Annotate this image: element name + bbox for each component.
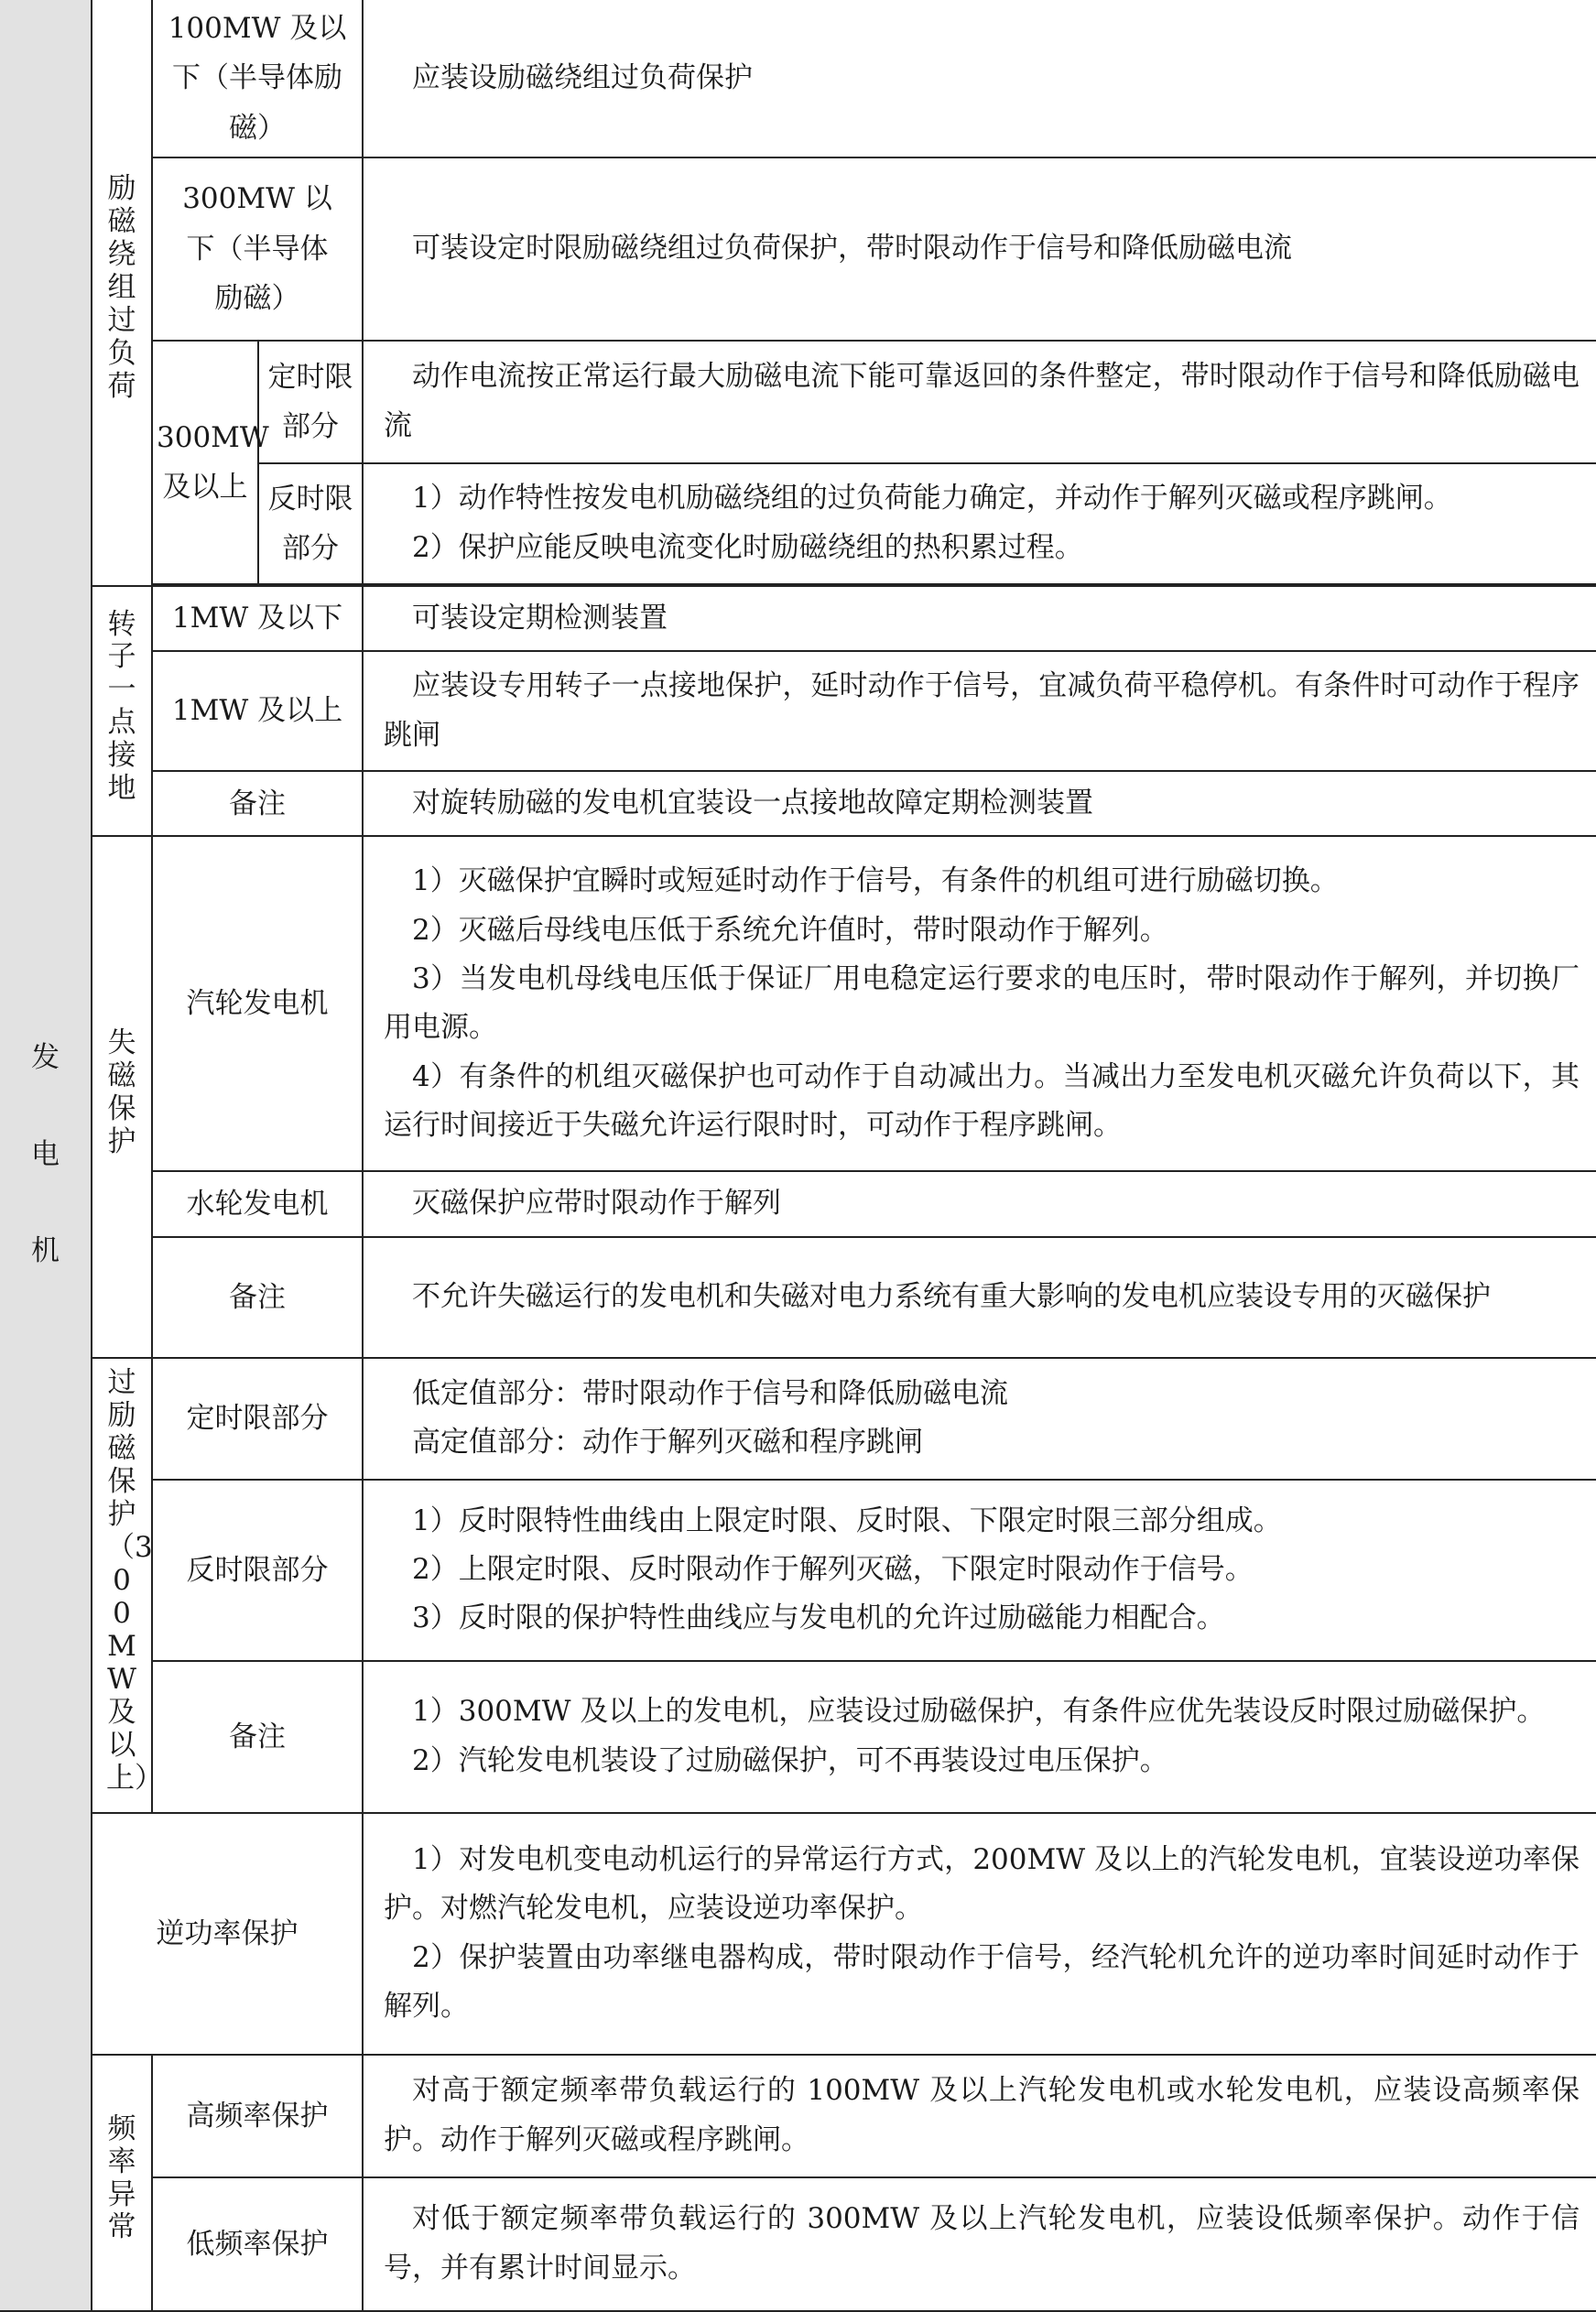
row-loss-note — [0, 1237, 1596, 1358]
desc-100mw-below: 应装设励磁绕组过负荷保护 — [363, 0, 1596, 157]
label-low-frequency: 低频率保护 — [152, 2177, 363, 2311]
category-ex-overload: 励磁绕组过负荷 — [92, 0, 152, 586]
row-freq-low — [0, 2177, 1596, 2311]
device-cell — [0, 0, 92, 2311]
list-item: 2）保护装置由功率继电器构成，带时限动作于信号，经汽轮机允许的逆功率时间延时动作于解列。 — [384, 1940, 1580, 2023]
list-item: 2）汽轮发电机装设了过励磁保护，可不再装设过电压保护。 — [412, 1743, 1168, 1777]
list-item: 1）反时限特性曲线由上限定时限、反时限、下限定时限三部分组成。 — [412, 1503, 1282, 1537]
desc-turbo-generator — [363, 836, 1596, 1171]
label-hydro-generator: 水轮发电机 — [152, 1171, 363, 1236]
desc-inverse-part — [363, 463, 1596, 584]
label-loss-note: 备注 — [152, 1237, 363, 1358]
label-overex-note: 备注 — [152, 1661, 363, 1813]
row-ex-overload-definite — [0, 341, 1596, 463]
list-item: 高定值部分：动作于解列灭磁和程序跳闸 — [412, 1426, 924, 1460]
list-item: 2）上限定时限、反时限动作于解列灭磁，下限定时限动作于信号。 — [412, 1553, 1254, 1587]
label-overex-definite: 定时限部分 — [152, 1358, 363, 1480]
label-definite-part: 定时限部分 — [258, 341, 363, 463]
desc-overex-inverse — [363, 1480, 1596, 1661]
label-rotor-note: 备注 — [152, 771, 363, 836]
desc-overex-note — [363, 1661, 1596, 1813]
label-overex-inverse: 反时限部分 — [152, 1480, 363, 1661]
row-rotor-note — [0, 771, 1596, 836]
label-300mw-below: 300MW 以下（半导体励磁） — [152, 157, 363, 341]
list-item: 1）300MW 及以上的发电机，应装设过励磁保护，有条件应优先装设反时限过励磁保护。 — [412, 1695, 1546, 1729]
list-item: 4）有条件的机组灭磁保护也可动作于自动减出力。当减出力至发电机灭磁允许负荷以下，其运行时间接近于失磁允许运行限时时，可动作于程序跳闸。 — [384, 1059, 1580, 1142]
desc-1mw-below: 可装设定期检测装置 — [363, 586, 1596, 651]
category-rotor: 转子一点接地 — [92, 586, 152, 837]
list-item: 1）对发电机变电动机运行的异常运行方式，200MW 及以上的汽轮发电机，宜装设逆功率保护。对燃汽轮发电机，应装设逆功率保护。 — [384, 1843, 1580, 1926]
desc-low-frequency: 对低于额定频率带负载运行的 300MW 及以上汽轮发电机，应装设低频率保护。动作于信号，并有累计时间显示。 — [363, 2177, 1596, 2311]
label-1mw-above: 1MW 及以上 — [152, 651, 363, 771]
label-reverse-power: 逆功率保护 — [92, 1813, 363, 2055]
list-item: 1）动作特性按发电机励磁绕组的过负荷能力确定，并动作于解列灭磁或程序跳闸。 — [412, 482, 1452, 516]
row-loss-hydro — [0, 1171, 1596, 1236]
label-1mw-below: 1MW 及以下 — [152, 586, 363, 651]
row-overex-definite — [0, 1358, 1596, 1480]
row-ex-overload-300mw-below — [0, 157, 1596, 341]
category-over-excitation: 过励磁保护（300MW及以上） — [92, 1358, 152, 1813]
desc-rotor-note: 对旋转励磁的发电机宜装设一点接地故障定期检测装置 — [363, 771, 1596, 836]
row-overex-note — [0, 1661, 1596, 1813]
row-reverse-power — [0, 1813, 1596, 2055]
desc-hydro-generator: 灭磁保护应带时限动作于解列 — [363, 1171, 1596, 1236]
row-rotor-above — [0, 651, 1596, 771]
list-item: 低定值部分：带时限动作于信号和降低励磁电流 — [412, 1376, 1009, 1410]
desc-definite-part: 动作电流按正常运行最大励磁电流下能可靠返回的条件整定，带时限动作于信号和降低励磁电流 — [363, 341, 1596, 463]
desc-loss-note: 不允许失磁运行的发电机和失磁对电力系统有重大影响的发电机应装设专用的灭磁保护 — [363, 1237, 1596, 1358]
row-loss-turbo — [0, 836, 1596, 1171]
row-rotor-below — [0, 586, 1596, 651]
category-loss-excitation: 失磁保护 — [92, 836, 152, 1357]
desc-reverse-power — [363, 1813, 1596, 2055]
label-300mw-above: 300MW 及以上 — [152, 341, 258, 584]
list-item: 1）灭磁保护宜瞬时或短延时动作于信号，有条件的机组可进行励磁切换。 — [412, 864, 1339, 898]
label-inverse-part: 反时限部分 — [258, 463, 363, 584]
list-item: 3）当发电机母线电压低于保证厂用电稳定运行要求的电压时，带时限动作于解列，并切换厂用电源。 — [384, 962, 1580, 1045]
list-item: 3）反时限的保护特性曲线应与发电机的允许过励磁能力相配合。 — [412, 1601, 1225, 1635]
row-ex-overload-100mw — [0, 0, 1596, 157]
desc-1mw-above: 应装设专用转子一点接地保护，延时动作于信号，宜减负荷平稳停机。有条件时可动作于程序跳闸 — [363, 651, 1596, 771]
list-item: 2）保护应能反映电流变化时励磁绕组的热积累过程。 — [412, 530, 1083, 564]
desc-high-frequency: 对高于额定频率带负载运行的 100MW 及以上汽轮发电机或水轮发电机，应装设高频率保护。动作于解列灭磁或程序跳闸。 — [363, 2055, 1596, 2177]
label-100mw-below: 100MW 及以下（半导体励磁） — [152, 0, 363, 157]
list-item: 2）灭磁后母线电压低于系统允许值时，带时限动作于解列。 — [412, 913, 1168, 947]
row-freq-high — [0, 2055, 1596, 2177]
label-turbo-generator: 汽轮发电机 — [152, 836, 363, 1171]
label-high-frequency: 高频率保护 — [152, 2055, 363, 2177]
desc-overex-definite — [363, 1358, 1596, 1480]
desc-300mw-below: 可装设定时限励磁绕组过负荷保护，带时限动作于信号和降低励磁电流 — [363, 157, 1596, 341]
device-label: 发电机 — [31, 1041, 60, 1268]
row-overex-inverse — [0, 1480, 1596, 1661]
category-frequency: 频率异常 — [92, 2055, 152, 2311]
